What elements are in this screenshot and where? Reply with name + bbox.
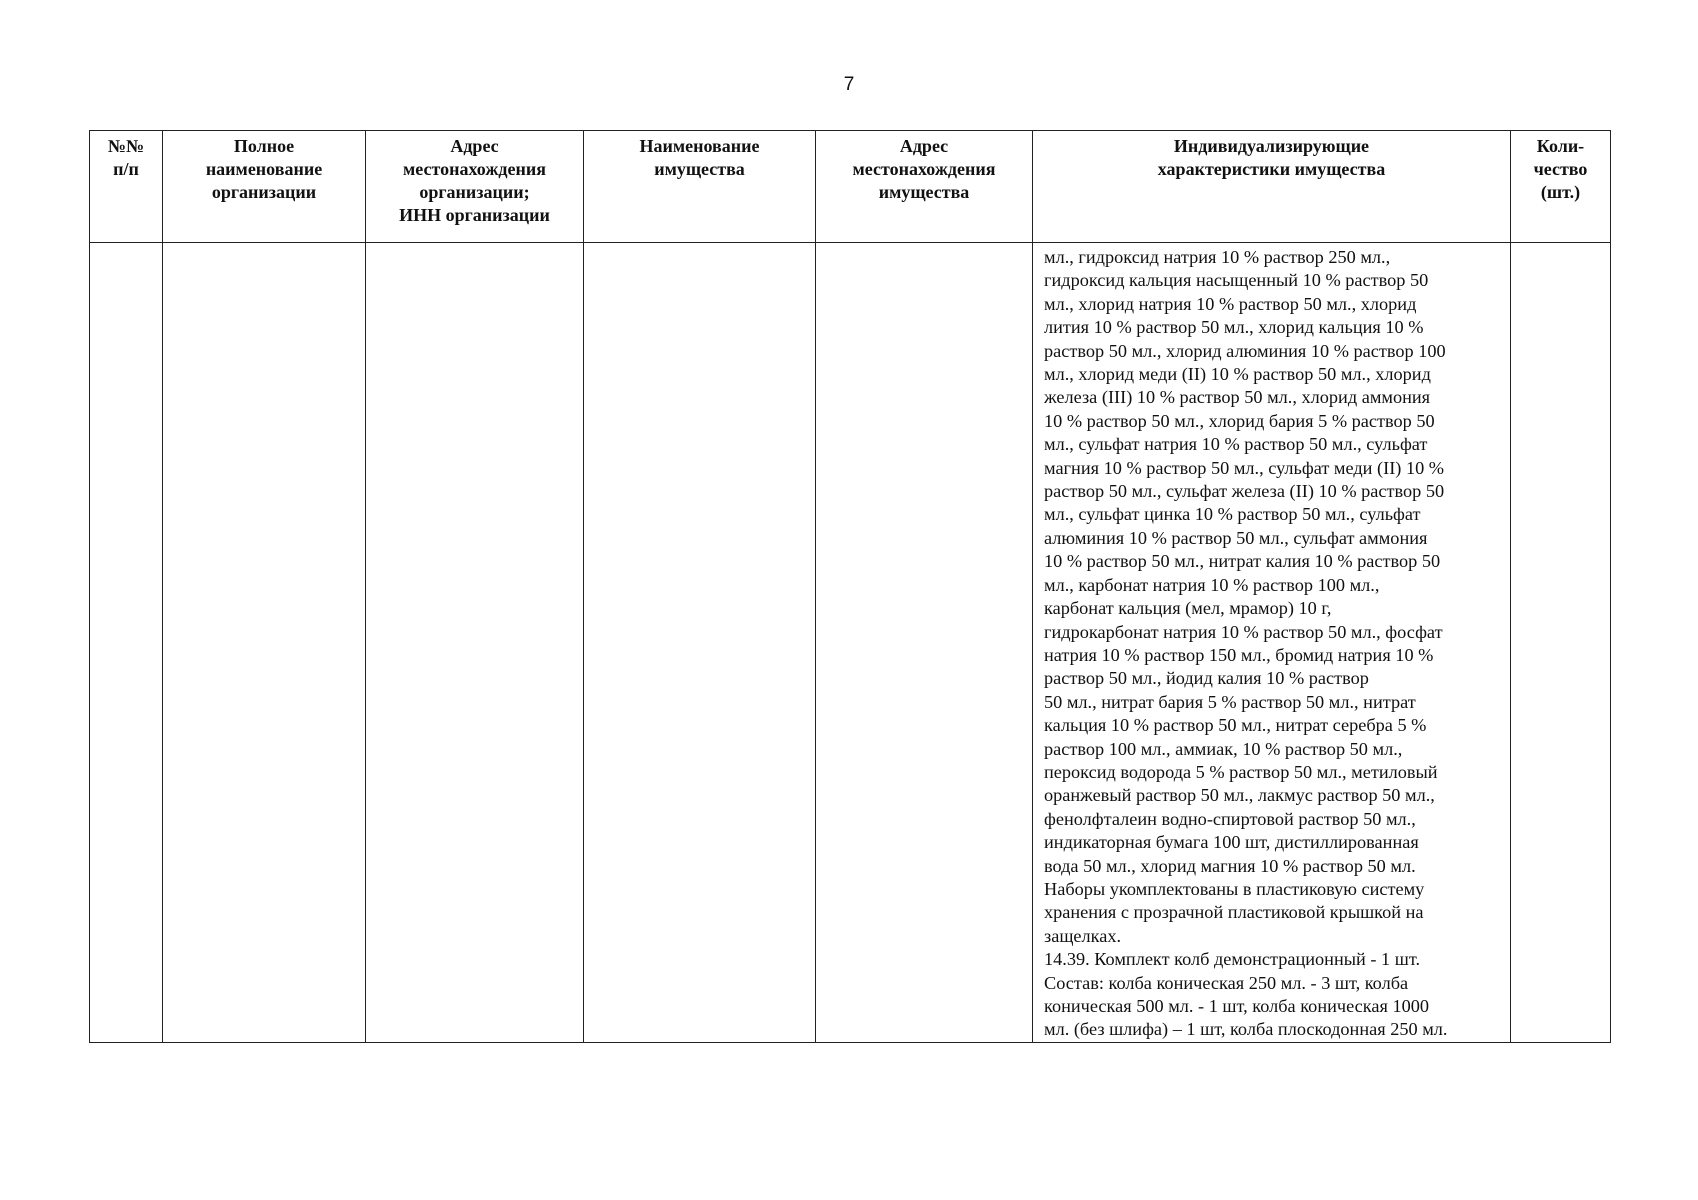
cell-org-address <box>366 243 584 1043</box>
header-property-address: Адрес местонахождения имущества <box>816 131 1033 243</box>
cell-property-name <box>584 243 816 1043</box>
table-row <box>90 243 1611 1043</box>
cell-property-address <box>816 243 1033 1043</box>
header-org-name: Полное наименование организации <box>163 131 366 243</box>
header-property-name: Наименование имущества <box>584 131 816 243</box>
page-number: 7 <box>843 74 855 95</box>
header-characteristics: Индивидуализирующие характеристики имущества <box>1033 131 1511 243</box>
table-header-row <box>90 131 1611 243</box>
header-org-address: Адрес местонахождения организации; ИНН организации <box>366 131 584 243</box>
cell-number <box>90 243 163 1043</box>
cell-quantity <box>1511 243 1611 1043</box>
characteristics-text: мл., гидроксид натрия 10 % раствор 250 мл., гидроксид кальция насыщенный 10 % раствор 50 мл., хлорид натрия 10 % раствор 50 мл., хлорид лития 10 % раствор 50 мл., хлорид кальция 10 % раствор 50 мл., хлорид алюминия 10 % раствор 100 мл., хлорид меди (II) 10 % раствор 50 мл., хлорид железа (III) 10 % раствор 50 мл., хлорид аммония 10 % раствор 50 мл., хлорид бария 5 % раствор 50 мл., сульфат натрия 10 % раствор 50 мл., сульфат магния 10 % раствор 50 мл., сульфат меди (II) 10 % раствор 50 мл., сульфат железа (II) 10 % раствор 50 мл., сульфат цинка 10 % раствор 50 мл., сульфат алюминия 10 % раствор 50 мл., сульфат аммония 10 % раствор 50 мл., нитрат калия 10 % раствор 50 мл., карбонат натрия 10 % раствор 100 мл., карбонат кальция (мел, мрамор) 10 г, гидрокарбонат натрия 10 % раствор 50 мл., фосфат натрия 10 % раствор 150 мл., бромид натрия 10 % раствор 50 мл., йодид калия 10 % раствор 50 мл., нитрат бария 5 % раствор 50 мл., нитрат кальция 10 % раствор 50 мл., нитрат серебра 5 % раствор 100 мл., аммиак, 10 % раствор 50 мл., пероксид водорода 5 % раствор 50 мл., метиловый оранжевый раствор 50 мл., лакмус раствор 50 мл., фенолфталеин водно-спиртовой раствор 50 мл., индикаторная бумага 100 шт, дистиллированная вода 50 мл., хлорид магния 10 % раствор 50 мл. Наборы укомплектованы в пластиковую систему хранения с прозрачной пластиковой крышкой на защелках. 14.39. Комплект колб демонстрационный - 1 шт. Состав: колба коническая 250 мл. - 3 шт, колба коническая 500 мл. - 1 шт, колба коническая 1000 мл. (без шлифа) – 1 шт, колба плоскодонная 250 мл. <box>1044 247 1448 1040</box>
property-table <box>89 130 1611 1043</box>
header-quantity: Коли- чество (шт.) <box>1511 131 1611 243</box>
header-number: №№ п/п <box>90 131 163 243</box>
cell-org-name <box>163 243 366 1043</box>
cell-characteristics <box>1033 243 1511 1043</box>
